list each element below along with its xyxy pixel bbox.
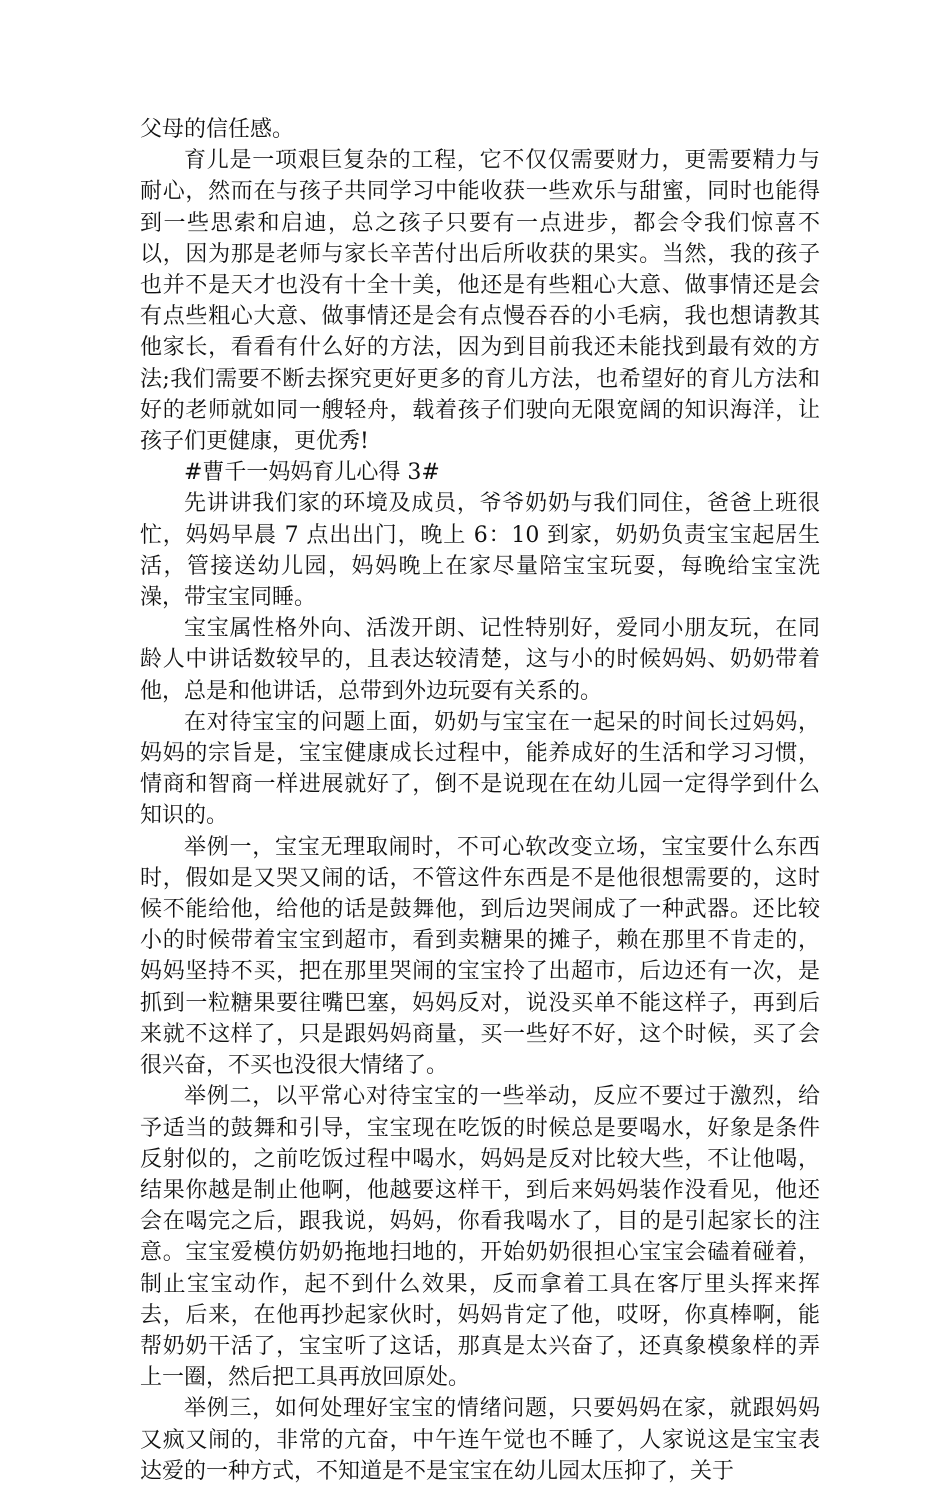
paragraph-1: 父母的信任感。: [140, 117, 295, 142]
document-page: [140, 114, 820, 1487]
paragraph-2: 育儿是一项艰巨复杂的工程，它不仅仅需要财力，更需要精力与耐心，然而在与孩子共同学习中能收获一些欢乐与甜蜜，同时也能得到一些思索和启迪，总之孩子只要有一点进步，都会令我们惊喜不以，因为那是老师与家长辛苦付出后所收获的果实。当然，我的孩子也并不是天才也没有十全十美，他还是有些粗心大意、做事情还是会有点些粗心大意、做事情还是会有点慢吞吞的小毛病，我也想请教其他家长，看看有什么好的方法，因为到目前我还未能找到最有效的方法;我们需要不断去探究更好更多的育儿方法，也希望好的育儿方法和好的老师就如同一艘轻舟，载着孩子们驶向无限宽阔的知识海洋，让孩子们更健康，更优秀!: [140, 148, 820, 455]
paragraph-example-1: 举例一，宝宝无理取闹时，不可心软改变立场，宝宝要什么东西时，假如是又哭又闹的话，不管这件东西是不是他很想需要的，这时候不能给他，给他的话是鼓舞他，到后边哭闹成了一种武器。还比较小的时候带着宝宝到超市，看到卖糖果的摊子，赖在那里不肯走的，妈妈坚持不买，把在那里哭闹的宝宝拎了出超市，后边还有一次，是抓到一粒糖果要往嘴巴塞，妈妈反对，说没买单不能这样子，再到后来就不这样了，只是跟妈妈商量，买一些好不好，这个时候，买了会很兴奋，不买也没很大情绪了。: [140, 834, 820, 1079]
paragraph-example-2: 举例二，以平常心对待宝宝的一些举动，反应不要过于激烈，给予适当的鼓舞和引导，宝宝现在吃饭的时候总是要喝水，好象是条件反射似的，之前吃饭过程中喝水，妈妈是反对比较大些，不让他喝，结果你越是制止他啊，他越要这样干，到后来妈妈装作没看见，他还会在喝完之后，跟我说，妈妈，你看我喝水了，目的是引起家长的注意。宝宝爱模仿奶奶拖地扫地的，开始奶奶很担心宝宝会磕着碰着，制止宝宝动作，起不到什么效果，反而拿着工具在客厅里头挥来挥去，后来，在他再抄起家伙时，妈妈肯定了他，哎呀，你真棒啊，能帮奶奶干活了，宝宝听了这话，那真是太兴奋了，还真象模象样的弄上一圈，然后把工具再放回原处。: [140, 1084, 820, 1391]
paragraph-6: 在对待宝宝的问题上面，奶奶与宝宝在一起呆的时间长过妈妈，妈妈的宗旨是，宝宝健康成长过程中，能养成好的生活和学习习惯，情商和智商一样进展就好了，倒不是说现在在幼儿园一定得学到什么知识的。: [140, 709, 820, 829]
paragraph-example-3: 举例三，如何处理好宝宝的情绪问题，只要妈妈在家，就跟妈妈又疯又闹的，非常的亢奋，中午连午觉也不睡了，人家说这是宝宝表达爱的一种方式，不知道是不是宝宝在幼儿园太压抑了，关于: [140, 1396, 820, 1484]
section-heading: #曹千一妈妈育儿心得 3#: [184, 460, 440, 486]
paragraph-4: 先讲讲我们家的环境及成员，爷爷奶奶与我们同住，爸爸上班很忙，妈妈早晨 7 点出出门，晚上 6：10 到家，奶奶负责宝宝起居生活，管接送幼儿园，妈妈晚上在家尽量陪宝宝玩耍，每晚给宝宝洗澡，带宝宝同睡。: [140, 491, 820, 611]
paragraph-5: 宝宝属性格外向、活泼开朗、记性特别好，爱同小朋友玩，在同龄人中讲话数较早的，且表达较清楚，这与小的时候妈妈、奶奶带着他，总是和他讲话，总带到外边玩耍有关系的。: [140, 616, 820, 704]
